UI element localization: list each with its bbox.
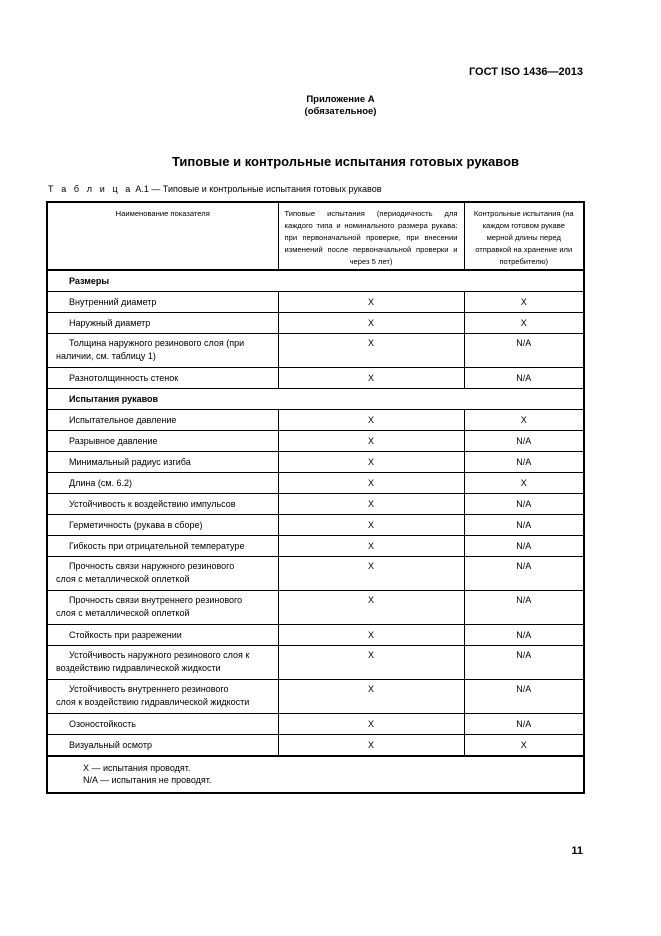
indicator-name-line2: слоя с металлической оплеткой bbox=[56, 608, 190, 618]
control-test-mark: N/A bbox=[464, 714, 584, 735]
table-row bbox=[47, 473, 584, 494]
table-header-row bbox=[47, 202, 584, 270]
type-test-mark: X bbox=[278, 536, 464, 557]
indicator-name bbox=[47, 591, 278, 625]
type-test-mark: X bbox=[278, 368, 464, 389]
control-test-mark: N/A bbox=[464, 334, 584, 368]
legend-note: N/A — испытания не проводят. bbox=[83, 775, 212, 785]
indicator-name-line2: наличии, см. таблицу 1) bbox=[56, 351, 156, 361]
control-test-mark: X bbox=[464, 410, 584, 431]
column-header-type-tests: Типовые испытания (периодичность для каждого типа и номинального размера рукава: при первоначальной проверке, при внесении изменений после первоначальной проверки и через 5 лет) bbox=[278, 202, 464, 270]
indicator-name: Минимальный радиус изгиба bbox=[47, 452, 278, 473]
table-row bbox=[47, 313, 584, 334]
indicator-name-line2: воздействию гидравлической жидкости bbox=[56, 663, 221, 673]
table-row bbox=[47, 515, 584, 536]
appendix-subtitle: (обязательное) bbox=[304, 106, 377, 117]
control-test-mark: X bbox=[464, 292, 584, 313]
table-row bbox=[47, 494, 584, 515]
type-test-mark: X bbox=[278, 591, 464, 625]
legend-note: X — испытания проводят. bbox=[83, 763, 191, 773]
table-row bbox=[47, 714, 584, 735]
table-caption bbox=[48, 184, 382, 194]
type-test-mark: X bbox=[278, 494, 464, 515]
section-row bbox=[47, 389, 584, 410]
indicator-name: Разнотолщинность стенок bbox=[47, 368, 278, 389]
control-test-mark: N/A bbox=[464, 536, 584, 557]
table-row bbox=[47, 431, 584, 452]
type-test-mark: X bbox=[278, 452, 464, 473]
indicator-name-line1: Прочность связи внутреннего резинового bbox=[69, 595, 243, 605]
type-test-mark: X bbox=[278, 431, 464, 452]
table-caption-label: Т а б л и ц а bbox=[48, 184, 133, 194]
indicator-name: Наружный диаметр bbox=[47, 313, 278, 334]
type-test-mark: X bbox=[278, 625, 464, 646]
table-row bbox=[47, 536, 584, 557]
table-row bbox=[47, 452, 584, 473]
control-test-mark: N/A bbox=[464, 368, 584, 389]
table-row bbox=[47, 735, 584, 757]
table-row bbox=[47, 368, 584, 389]
column-header-indicator: Наименование показателя bbox=[47, 202, 278, 270]
indicator-name: Герметичность (рукава в сборе) bbox=[47, 515, 278, 536]
control-test-mark: N/A bbox=[464, 494, 584, 515]
standard-number: ГОСТ ISO 1436—2013 bbox=[468, 66, 583, 78]
type-test-mark: X bbox=[278, 515, 464, 536]
indicator-name: Визуальный осмотр bbox=[47, 735, 278, 757]
table-caption-text: А.1 — Типовые и контрольные испытания готовых рукавов bbox=[135, 184, 382, 194]
indicator-name bbox=[47, 680, 278, 714]
control-test-mark: N/A bbox=[464, 591, 584, 625]
section-title: Испытания рукавов bbox=[47, 389, 584, 410]
indicator-name: Гибкость при отрицательной температуре bbox=[47, 536, 278, 557]
indicator-name-line1: Устойчивость наружного резинового слоя к bbox=[69, 650, 250, 660]
type-test-mark: X bbox=[278, 410, 464, 431]
indicator-name: Испытательное давление bbox=[47, 410, 278, 431]
notes-cell bbox=[47, 756, 584, 793]
indicator-name: Длина (см. 6.2) bbox=[47, 473, 278, 494]
type-test-mark: X bbox=[278, 646, 464, 680]
indicator-name-line1: Устойчивость внутреннего резинового bbox=[69, 684, 229, 694]
type-test-mark: X bbox=[278, 557, 464, 591]
control-test-mark: N/A bbox=[464, 431, 584, 452]
control-test-mark: N/A bbox=[464, 625, 584, 646]
type-test-mark: X bbox=[278, 735, 464, 757]
indicator-name: Озоностойкость bbox=[47, 714, 278, 735]
column-header-control-tests: Контрольные испытания (на каждом готовом рукаве мерной длины перед отправкой на хранение или потребителю) bbox=[464, 202, 584, 270]
appendix-title: Приложение А bbox=[306, 94, 375, 105]
indicator-name: Устойчивость к воздействию импульсов bbox=[47, 494, 278, 515]
section-title: Размеры bbox=[47, 270, 584, 292]
type-test-mark: X bbox=[278, 473, 464, 494]
table-row bbox=[47, 680, 584, 714]
indicator-name: Внутренний диаметр bbox=[47, 292, 278, 313]
control-test-mark: X bbox=[464, 313, 584, 334]
indicator-name-line1: Толщина наружного резинового слоя (при bbox=[69, 338, 245, 348]
indicator-name bbox=[47, 557, 278, 591]
appendix-title-block bbox=[0, 94, 661, 118]
type-test-mark: X bbox=[278, 313, 464, 334]
type-test-mark: X bbox=[278, 680, 464, 714]
type-test-mark: X bbox=[278, 714, 464, 735]
control-test-mark: N/A bbox=[464, 646, 584, 680]
indicator-name bbox=[47, 646, 278, 680]
page-number: 11 bbox=[571, 845, 583, 857]
table-row bbox=[47, 334, 584, 368]
table-row bbox=[47, 410, 584, 431]
section-heading bbox=[0, 154, 661, 169]
type-test-mark: X bbox=[278, 334, 464, 368]
table-row bbox=[47, 292, 584, 313]
tests-table bbox=[46, 201, 585, 794]
type-test-mark: X bbox=[278, 292, 464, 313]
table-row bbox=[47, 591, 584, 625]
control-test-mark: X bbox=[464, 473, 584, 494]
indicator-name: Стойкость при разрежении bbox=[47, 625, 278, 646]
control-test-mark: N/A bbox=[464, 452, 584, 473]
control-test-mark: N/A bbox=[464, 515, 584, 536]
notes-row bbox=[47, 756, 584, 793]
control-test-mark: N/A bbox=[464, 557, 584, 591]
indicator-name-line2: слоя с металлической оплеткой bbox=[56, 574, 190, 584]
table-row bbox=[47, 557, 584, 591]
table-row bbox=[47, 625, 584, 646]
control-test-mark: N/A bbox=[464, 680, 584, 714]
indicator-name bbox=[47, 334, 278, 368]
section-row bbox=[47, 270, 584, 292]
indicator-name-line2: слоя к воздействию гидравлической жидкости bbox=[56, 697, 250, 707]
table-row bbox=[47, 646, 584, 680]
indicator-name: Разрывное давление bbox=[47, 431, 278, 452]
control-test-mark: X bbox=[464, 735, 584, 757]
section-heading-text: Типовые и контрольные испытания готовых рукавов bbox=[171, 154, 520, 169]
indicator-name-line1: Прочность связи наружного резинового bbox=[69, 561, 235, 571]
